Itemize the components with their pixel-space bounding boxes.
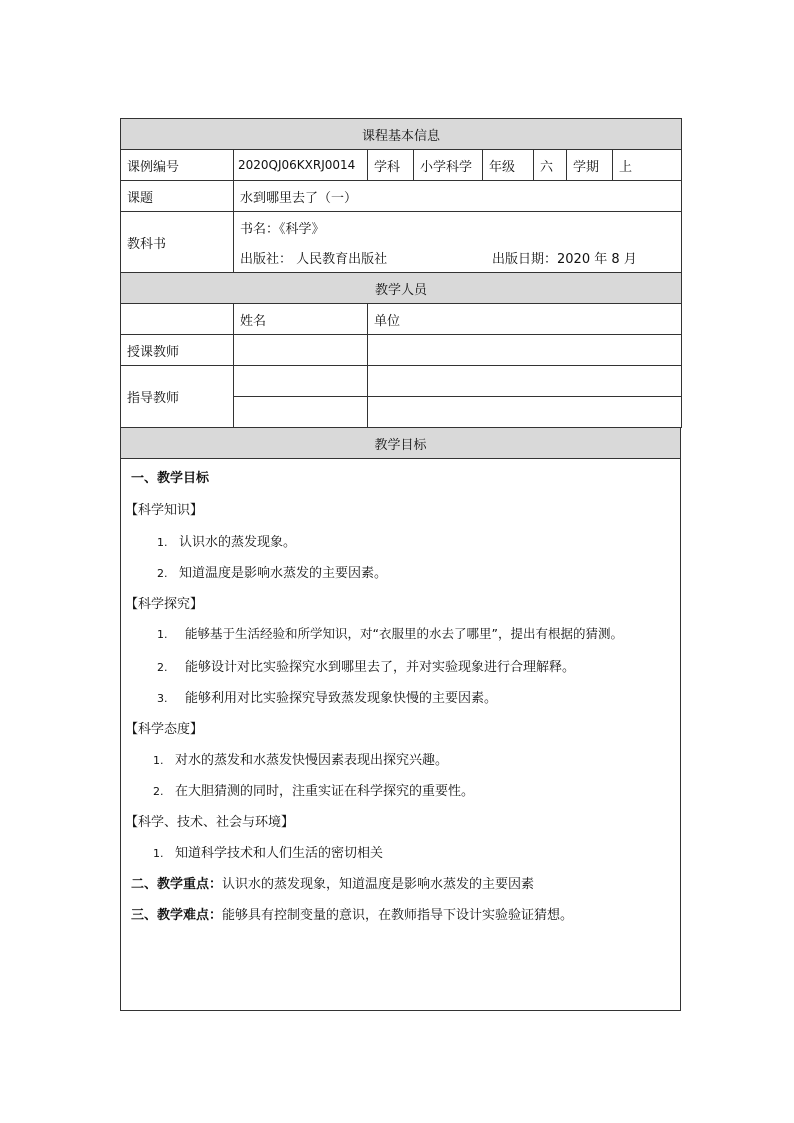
staff-table <box>120 272 682 428</box>
textbook-label: 教科书 <box>121 212 234 273</box>
topic-label: 课题 <box>121 181 234 212</box>
topic-value: 水到哪里去了（一） <box>234 181 682 212</box>
publisher-line <box>240 242 675 272</box>
goals-header: 教学目标 <box>121 428 681 459</box>
subject-label: 学科 <box>368 150 414 181</box>
advisor-unit-cell-1 <box>368 366 682 397</box>
attitude-item: 2. 在大胆猜测的同时，注重实证在科学探究的重要性。 <box>153 784 475 799</box>
lesson-plan-page <box>120 118 681 1011</box>
book-name: 书名：《科学》 <box>240 221 325 237</box>
knowledge-item: 2. 知道温度是影响水蒸发的主要因素。 <box>157 566 388 581</box>
goals-content <box>120 459 681 1011</box>
advisor-name-cell-2 <box>234 397 368 428</box>
unit-column-header: 单位 <box>368 304 682 335</box>
attitude-title: 【科学态度】 <box>125 722 204 737</box>
advisor-name-cell-1 <box>234 366 368 397</box>
staff-corner <box>121 304 234 335</box>
inquiry-item: 2. 能够设计对比实验探究水到哪里去了，并对实验现象进行合理解释。 <box>157 660 576 675</box>
grade-value: 六 <box>534 150 567 181</box>
advisor-unit-cell-2 <box>368 397 682 428</box>
advisor-label: 指导教师 <box>121 366 234 428</box>
code-label: 课例编号 <box>121 150 234 181</box>
sts-item: 1. 知道科学技术和人们生活的密切相关 <box>153 846 384 861</box>
teacher-name-cell <box>234 335 368 366</box>
difficulty-point: 三、教学难点：能够具有控制变量的意识，在教师指导下设计实验验证猜想。 <box>131 908 574 923</box>
teacher-unit-cell <box>368 335 682 366</box>
course-info-table <box>120 118 682 273</box>
name-column-header: 姓名 <box>234 304 368 335</box>
staff-header: 教学人员 <box>121 273 682 304</box>
term-value: 上 <box>613 150 682 181</box>
goals-heading: 一、教学目标 <box>131 471 210 486</box>
inquiry-item: 3. 能够利用对比实验探究导致蒸发现象快慢的主要因素。 <box>157 691 498 706</box>
term-label: 学期 <box>567 150 613 181</box>
code-value: 2020QJ06KXRJ0014 <box>234 150 368 181</box>
inquiry-title: 【科学探究】 <box>125 597 204 612</box>
subject-value: 小学科学 <box>414 150 483 181</box>
sts-title: 【科学、技术、社会与环境】 <box>125 815 295 830</box>
course-info-header: 课程基本信息 <box>121 119 682 150</box>
key-point: 二、教学重点：认识水的蒸发现象，知道温度是影响水蒸发的主要因素 <box>131 877 535 892</box>
knowledge-title: 【科学知识】 <box>125 503 204 518</box>
publish-date: 出版日期：2020 年 8 月 <box>492 251 637 267</box>
textbook-details <box>234 212 682 273</box>
publisher: 出版社： 人民教育出版社 <box>240 251 388 267</box>
goals-header-table <box>120 427 681 459</box>
grade-label: 年级 <box>483 150 534 181</box>
knowledge-item: 1. 认识水的蒸发现象。 <box>157 535 297 550</box>
inquiry-item: 1. 能够基于生活经验和所学知识，对“衣服里的水去了哪里”，提出有根据的猜测。 <box>157 626 623 641</box>
teacher-label: 授课教师 <box>121 335 234 366</box>
attitude-item: 1. 对水的蒸发和水蒸发快慢因素表现出探究兴趣。 <box>153 753 449 768</box>
